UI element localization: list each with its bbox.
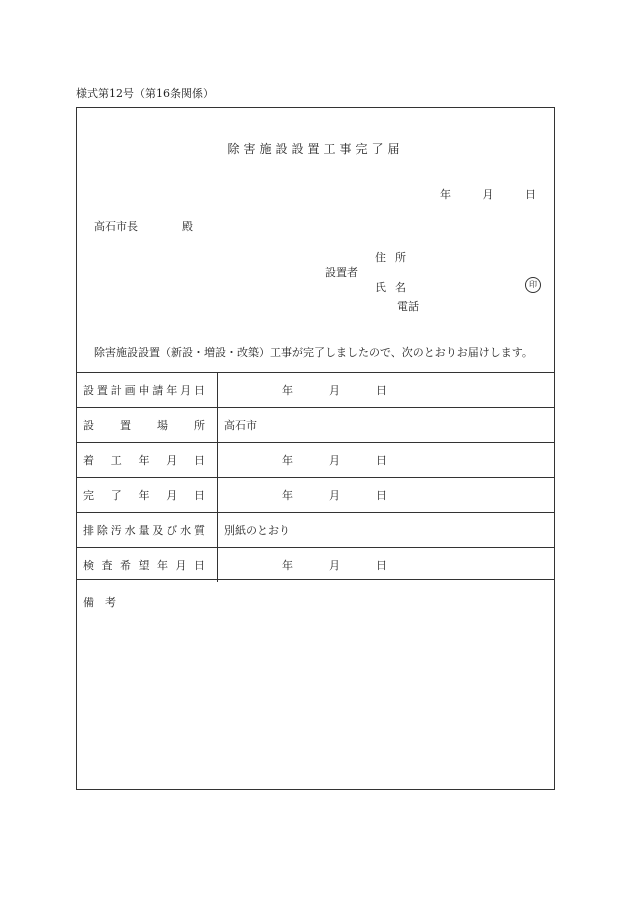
row-label-char: 年	[138, 454, 150, 467]
form-title: 除害施設設置工事完了届	[227, 142, 404, 156]
row-label	[77, 373, 218, 408]
form-number: 様式第12号（第16条関係）	[76, 87, 214, 100]
row-value-text: 別紙のとおり	[224, 524, 290, 537]
row-label	[77, 548, 218, 583]
date-unit-label: 年	[282, 454, 293, 467]
row-label-char: 除	[96, 524, 108, 537]
row-label-char: 月	[175, 559, 187, 572]
row-label	[77, 478, 218, 513]
row-label-char: 水	[124, 524, 136, 537]
addressee-honorific: 殿	[182, 220, 193, 233]
day-label: 日	[525, 188, 536, 201]
addressee	[94, 218, 193, 234]
row-label-char: 年	[166, 384, 178, 397]
table-row	[77, 373, 554, 408]
row-value[interactable]	[218, 548, 555, 583]
row-label-char: 着	[83, 454, 94, 467]
table-row	[77, 408, 554, 443]
row-label	[77, 443, 218, 478]
date-unit-label: 月	[329, 489, 340, 502]
row-value[interactable]	[218, 408, 555, 443]
row-label-char: 汚	[110, 524, 122, 537]
table-row	[77, 478, 554, 513]
date-unit-label: 月	[329, 384, 340, 397]
date-unit-label: 年	[282, 384, 293, 397]
row-label-char: 月	[180, 384, 192, 397]
row-label-char: 望	[138, 559, 150, 572]
row-label-char: 検	[83, 559, 94, 572]
date-unit-label: 日	[376, 454, 387, 467]
row-label-char: 年	[138, 489, 150, 502]
row-label-char: 日	[194, 559, 205, 572]
row-label-char: 設	[83, 419, 94, 432]
row-label-char: 置	[96, 384, 108, 397]
row-label-char: 水	[180, 524, 192, 537]
row-label-char: 所	[194, 419, 205, 432]
date-unit-label: 年	[282, 559, 293, 572]
row-label-char: 日	[194, 384, 205, 397]
row-label-char: 画	[124, 384, 136, 397]
row-label-char: 日	[194, 454, 205, 467]
table-row	[77, 548, 554, 583]
details-table	[77, 372, 554, 582]
row-value[interactable]	[218, 478, 555, 513]
row-label-char: 希	[120, 559, 131, 572]
address-label: 住所	[375, 251, 415, 264]
date-unit-label: 日	[376, 384, 387, 397]
row-label-char: 計	[110, 384, 122, 397]
row-label-char: 年	[157, 559, 168, 572]
name-label: 氏名	[375, 281, 415, 294]
table-row	[77, 513, 554, 548]
row-label	[77, 408, 218, 443]
row-label-char: 了	[110, 489, 122, 502]
row-label-char: び	[166, 524, 178, 537]
date-unit-label: 月	[329, 559, 340, 572]
row-label-char: 及	[152, 524, 164, 537]
remarks-area	[77, 579, 554, 790]
remarks-label: 備 考	[83, 596, 116, 609]
row-label-char: 月	[166, 489, 178, 502]
row-value[interactable]	[218, 443, 555, 478]
row-label-char: 質	[194, 524, 205, 537]
row-label	[77, 513, 218, 548]
row-label-char: 請	[152, 384, 164, 397]
date-unit-label: 日	[376, 559, 387, 572]
row-label-char: 排	[83, 524, 94, 537]
row-label-char: 置	[120, 419, 131, 432]
row-label-char: 日	[194, 489, 205, 502]
date-unit-label: 年	[282, 489, 293, 502]
seal-mark: 印	[525, 277, 541, 293]
row-label-char: 場	[157, 419, 168, 432]
year-label: 年	[440, 188, 451, 201]
row-label-char: 設	[83, 384, 94, 397]
date-unit-label: 日	[376, 489, 387, 502]
declaration-text: 除害施設設置（新設・増設・改築）工事が完了しましたので、次のとおりお届けします。	[94, 346, 533, 359]
row-value[interactable]	[218, 513, 555, 548]
row-label-char: 工	[110, 454, 122, 467]
submission-date	[440, 186, 536, 202]
date-unit-label: 月	[329, 454, 340, 467]
row-label-char: 月	[166, 454, 178, 467]
month-label: 月	[482, 188, 494, 201]
table-row	[77, 443, 554, 478]
phone-label: 電話	[397, 300, 419, 313]
form-frame	[76, 107, 555, 790]
row-value[interactable]	[218, 373, 555, 408]
installer-label: 設置者	[325, 266, 358, 279]
row-label-char: 完	[83, 489, 94, 502]
addressee-name: 高石市長	[94, 220, 138, 233]
row-label-char: 査	[101, 559, 113, 572]
row-label-char: 申	[138, 384, 150, 397]
row-value-text: 高石市	[224, 419, 257, 432]
row-label-char: 量	[138, 524, 150, 537]
